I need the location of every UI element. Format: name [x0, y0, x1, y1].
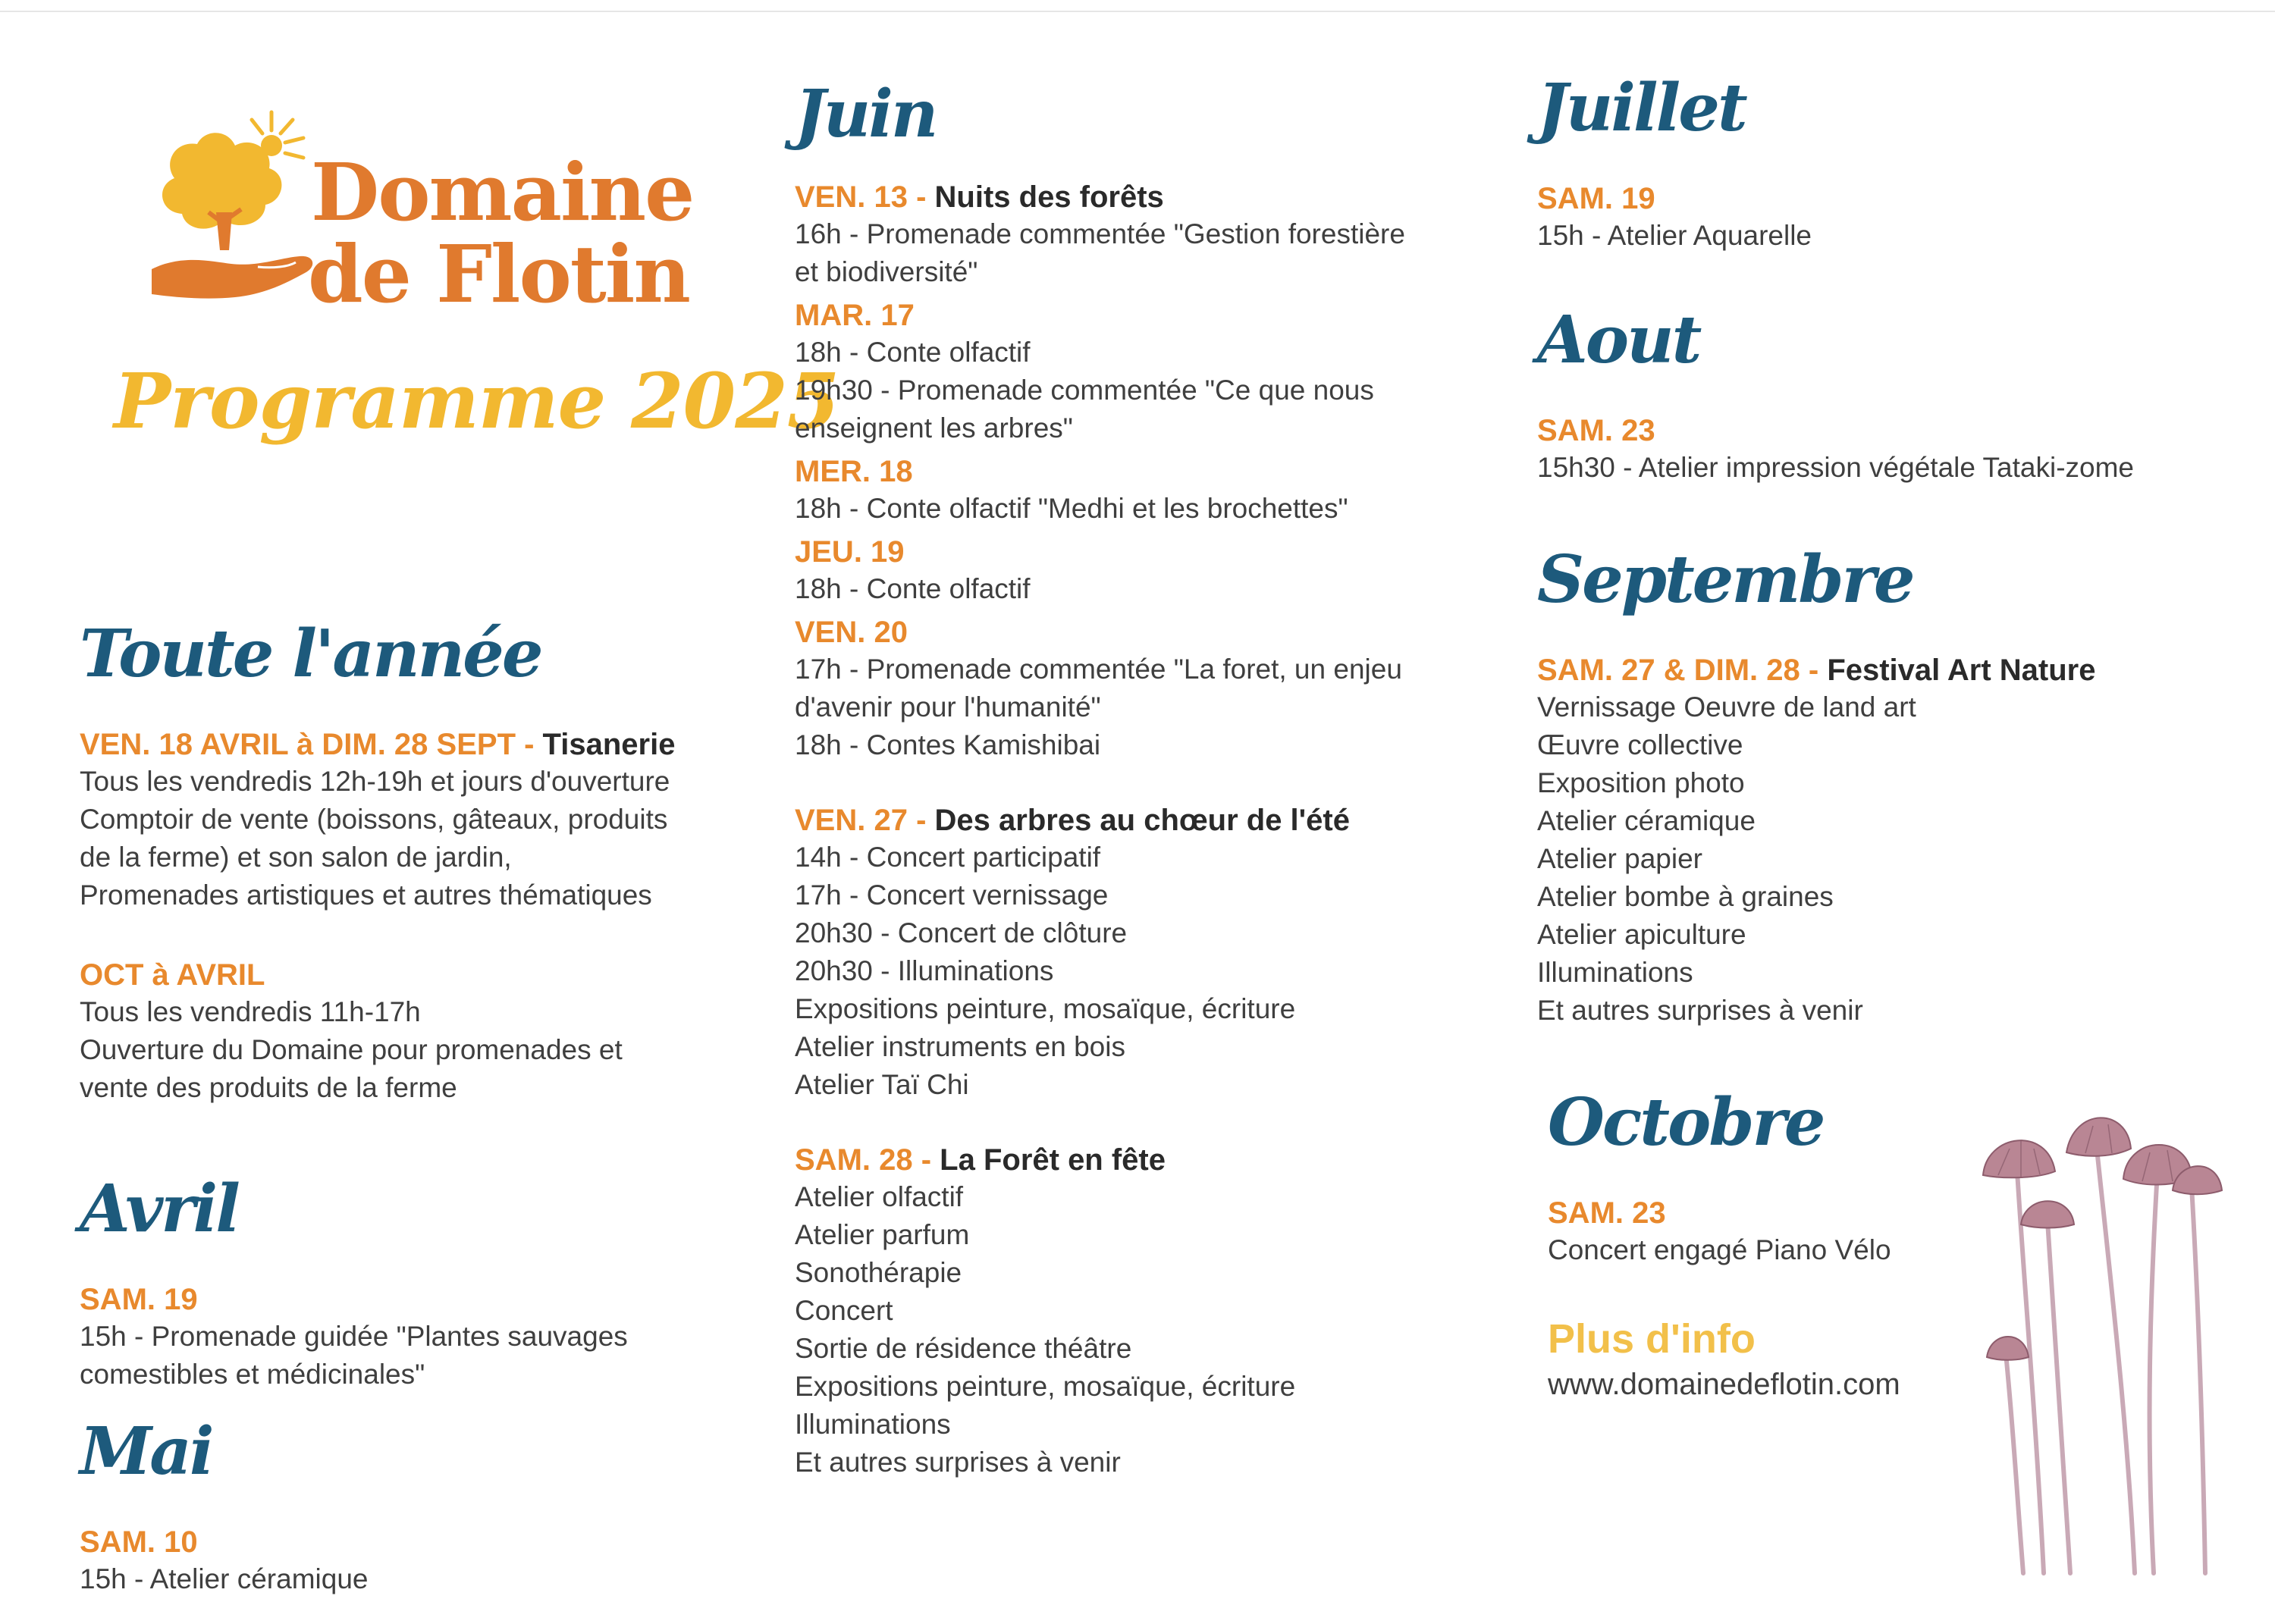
logo-line-1: Domaine: [311, 146, 694, 239]
event-line: 18h - Conte olfactif: [795, 337, 1031, 368]
event-date-line: SAM. 28 - La Forêt en fête: [795, 1143, 1166, 1177]
event-line: de la ferme) et son salon de jardin,: [80, 842, 512, 873]
event-line: 16h - Promenade commentée "Gestion forestière: [795, 218, 1405, 249]
event-date: JEU. 19: [795, 535, 905, 569]
event-line: 15h - Promenade guidée "Plantes sauvages: [80, 1321, 628, 1352]
event-date: SAM. 23: [1548, 1196, 1666, 1230]
event-line: 20h30 - Concert de clôture: [795, 917, 1128, 948]
event-line: Atelier apiculture: [1537, 919, 1746, 950]
event-mar-17: [795, 297, 1492, 447]
event-line: d'avenir pour l'humanité": [795, 691, 1101, 723]
event-jeu-19: [795, 534, 1492, 608]
event-mer-18: [795, 453, 1492, 528]
heading-juin: Juin: [795, 76, 937, 152]
event-ven-20: [795, 614, 1492, 764]
event-line: Concert: [795, 1295, 893, 1326]
event-date: SAM. 10: [80, 1525, 198, 1559]
event-avril: [80, 1281, 762, 1394]
event-date: SAM. 19: [1537, 182, 1655, 215]
event-line: Sortie de résidence théâtre: [795, 1333, 1132, 1364]
heading-aout: Aout: [1537, 302, 1700, 378]
event-date-line: VEN. 13 - Nuits des forêts: [795, 180, 1164, 214]
logo-title: [308, 146, 694, 321]
event-line: 17h - Promenade commentée "La foret, un enjeu: [795, 654, 1402, 685]
event-line: Atelier Taï Chi: [795, 1069, 969, 1100]
event-date-line: VEN. 27 - Des arbres au chœur de l'été: [795, 804, 1350, 837]
column-1: [80, 616, 762, 1624]
event-juillet: [1537, 180, 2220, 255]
event-title: Nuits des forêts: [934, 180, 1164, 214]
event-la-foret-en-fete: [795, 1142, 1492, 1481]
logo-line-2: de Flotin: [308, 227, 689, 321]
event-line: comestibles et médicinales": [80, 1359, 425, 1390]
heading-mai: Mai: [80, 1413, 212, 1490]
event-line: Atelier bombe à graines: [1537, 881, 1834, 912]
event-aout: [1537, 412, 2220, 487]
event-date: VEN. 27: [795, 804, 908, 837]
event-line: 18h - Contes Kamishibai: [795, 729, 1101, 760]
event-line: Comptoir de vente (boissons, gâteaux, produits: [80, 804, 668, 835]
event-line: Atelier parfum: [795, 1219, 970, 1250]
event-mai: [80, 1524, 762, 1598]
event-oct-avril: [80, 957, 762, 1107]
event-date: OCT à AVRIL: [80, 958, 265, 992]
event-line: Atelier olfactif: [795, 1181, 964, 1212]
heading-octobre: Octobre: [1548, 1084, 1824, 1161]
event-line: Et autres surprises à venir: [795, 1447, 1121, 1478]
event-title: Festival Art Nature: [1827, 654, 2096, 687]
event-line: 15h - Atelier Aquarelle: [1537, 220, 1812, 251]
event-line: Vernissage Oeuvre de land art: [1537, 691, 1916, 723]
event-line: 18h - Conte olfactif "Medhi et les brochettes": [795, 493, 1348, 524]
event-line: 18h - Conte olfactif: [795, 573, 1031, 604]
event-line: 15h30 - Atelier impression végétale Tataki-zome: [1537, 452, 2135, 483]
event-date: MER. 18: [795, 455, 913, 488]
event-date: SAM. 23: [1537, 414, 1655, 447]
info-title: Plus d'info: [1548, 1316, 1756, 1362]
heading-toute-annee: Toute l'année: [80, 616, 541, 692]
programme-title: Programme 2025: [114, 356, 839, 446]
event-line: 15h - Atelier céramique: [80, 1563, 369, 1594]
event-line: Ouverture du Domaine pour promenades et: [80, 1034, 623, 1065]
event-line: Exposition photo: [1537, 767, 1745, 798]
event-line: Illuminations: [1537, 957, 1693, 988]
scan-edge: [0, 11, 2275, 12]
event-line: 20h30 - Illuminations: [795, 955, 1054, 986]
event-des-arbres: [795, 802, 1492, 1104]
event-line: vente des produits de la ferme: [80, 1072, 457, 1103]
event-title: Des arbres au chœur de l'été: [934, 804, 1350, 837]
event-tisanerie: [80, 726, 762, 914]
event-line: 17h - Concert vernissage: [795, 879, 1109, 911]
event-date: SAM. 27 & DIM. 28: [1537, 654, 1800, 687]
event-line: Sonothérapie: [795, 1257, 962, 1288]
event-date: SAM. 19: [80, 1283, 198, 1316]
event-line: Et autres surprises à venir: [1537, 995, 1863, 1026]
event-line: Concert engagé Piano Vélo: [1548, 1234, 1891, 1265]
event-date: SAM. 28: [795, 1143, 913, 1177]
mushrooms-illustration: [1964, 1103, 2237, 1581]
event-date: VEN. 13: [795, 180, 908, 214]
event-line: enseignent les arbres": [795, 412, 1073, 444]
event-line: Tous les vendredis 12h-19h et jours d'ouverture: [80, 766, 670, 797]
event-line: 14h - Concert participatif: [795, 842, 1101, 873]
event-date: MAR. 17: [795, 299, 915, 332]
event-line: Expositions peinture, mosaïque, écriture: [795, 993, 1296, 1024]
event-line: et biodiversité": [795, 256, 978, 287]
column-2: [795, 76, 1492, 1481]
event-line: Expositions peinture, mosaïque, écriture: [795, 1371, 1296, 1402]
event-date-line: VEN. 18 AVRIL à DIM. 28 SEPT - Tisanerie: [80, 728, 676, 761]
event-line: Promenades artistiques et autres thématiques: [80, 879, 652, 911]
event-title: La Forêt en fête: [940, 1143, 1166, 1177]
event-festival-art-nature: [1537, 652, 2220, 1030]
tree-in-hand-icon: [144, 99, 334, 326]
heading-avril: Avril: [80, 1171, 238, 1247]
logo: [114, 99, 839, 523]
event-date: VEN. 18 AVRIL à DIM. 28 SEPT: [80, 728, 516, 761]
event-line: Atelier papier: [1537, 843, 1703, 874]
event-nuits-des-forets: [795, 179, 1492, 291]
event-line: Atelier instruments en bois: [795, 1031, 1125, 1062]
heading-juillet: Juillet: [1537, 70, 1746, 146]
event-line: Illuminations: [795, 1409, 951, 1440]
event-line: Tous les vendredis 11h-17h: [80, 996, 421, 1027]
heading-septembre: Septembre: [1537, 541, 1913, 618]
event-date-line: SAM. 27 & DIM. 28 - Festival Art Nature: [1537, 654, 2096, 687]
website-link[interactable]: www.domainedeflotin.com: [1548, 1368, 1900, 1401]
event-title: Tisanerie: [542, 728, 676, 761]
event-line: Atelier céramique: [1537, 805, 1756, 836]
event-date: VEN. 20: [795, 616, 908, 649]
event-line: Œuvre collective: [1537, 729, 1743, 760]
event-line: 19h30 - Promenade commentée "Ce que nous: [795, 375, 1374, 406]
